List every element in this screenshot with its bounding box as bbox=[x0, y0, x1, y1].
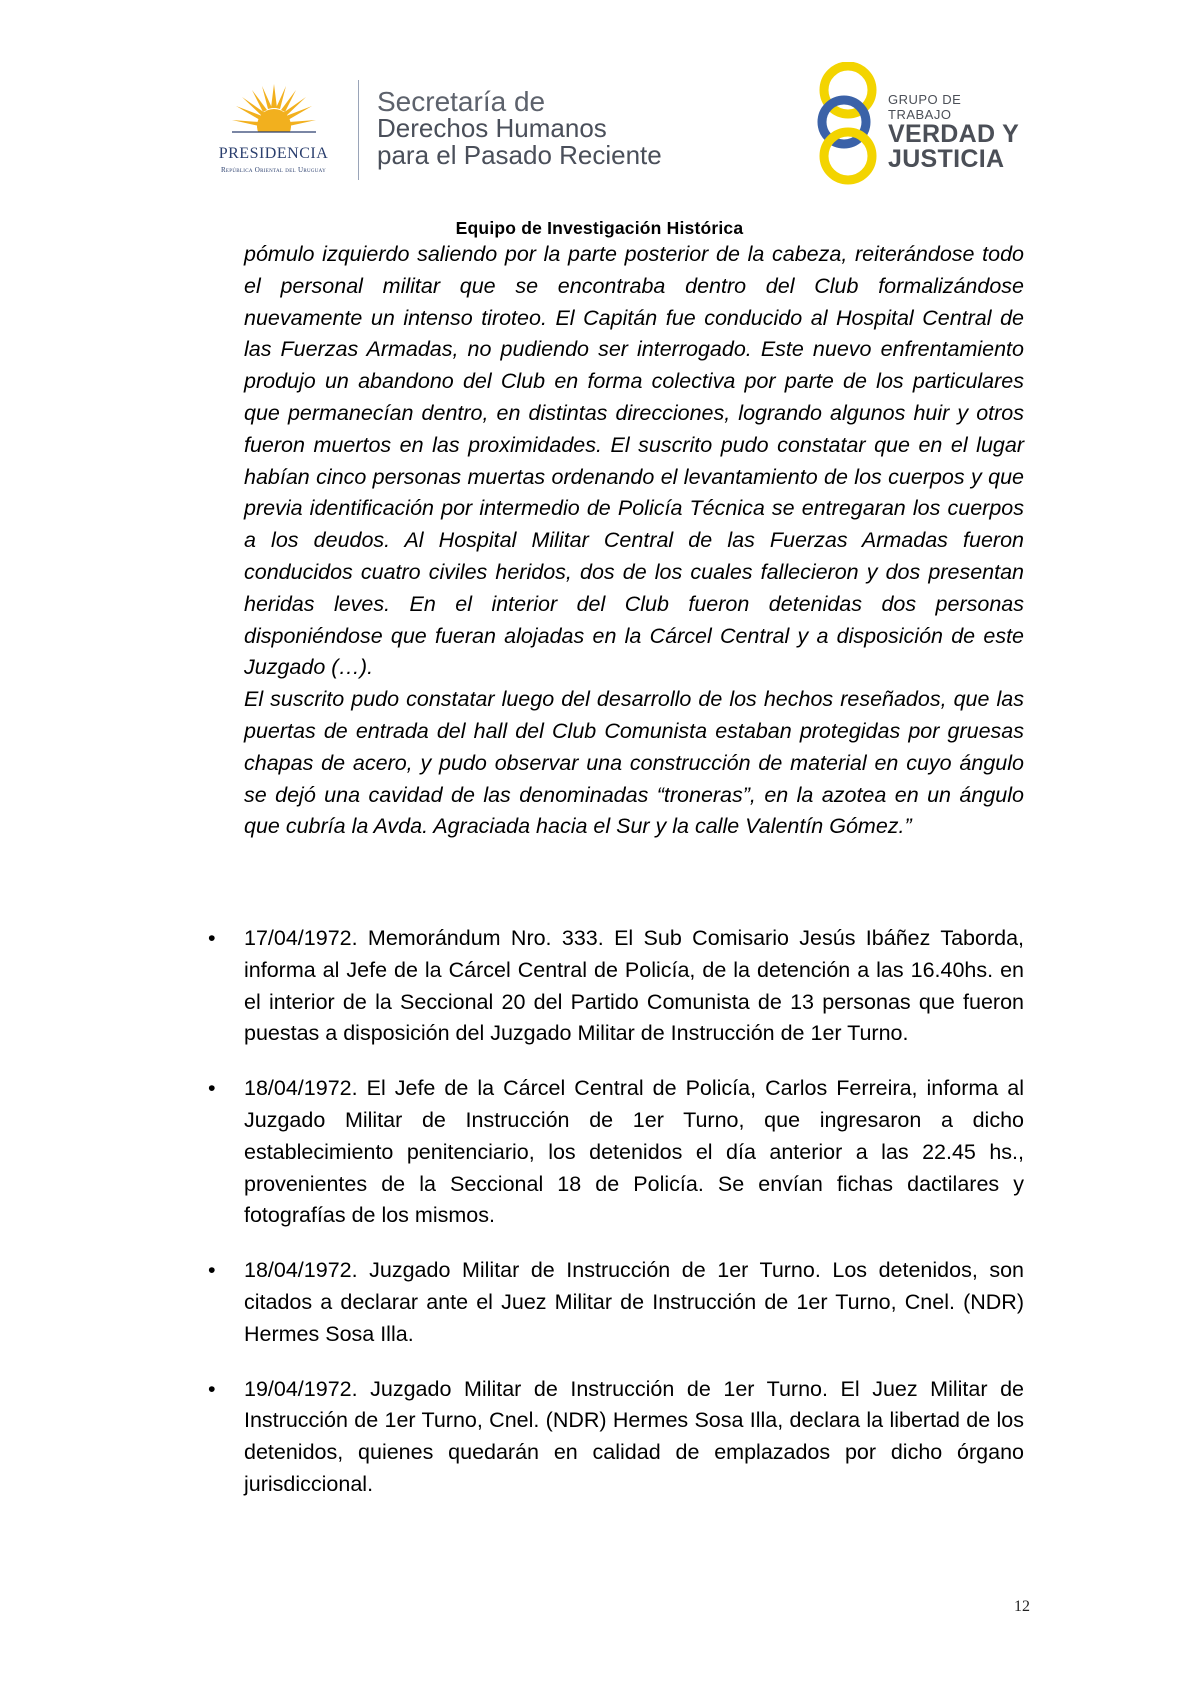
list-item bbox=[208, 1374, 1024, 1501]
verdad-justicia-logo bbox=[814, 62, 1024, 187]
chronology-list bbox=[208, 923, 1024, 1524]
quote-paragraph-2: El suscrito pudo constatar luego del desarrollo de los hechos reseñados, que las puertas de entrada del hall del Club Comunista estaban protegidas por gruesas chapas de acero, y pudo observar una construcción de material en cuyo ángulo se dejó una cavidad de las denominadas “troneras”, en la azotea en un ángulo que cubría la Avda. Agraciada hacia el Sur y la calle Valentín Gómez.” bbox=[244, 687, 1024, 839]
presidencia-logo bbox=[196, 82, 351, 177]
secretaria-line-2: Derechos Humanos bbox=[377, 113, 607, 143]
page-number: 12 bbox=[1014, 1598, 1030, 1615]
list-item-text: 17/04/1972. Memorándum Nro. 333. El Sub Comisario Jesús Ibáñez Taborda, informa al Jefe de la Cárcel Central de Policía, de la detención a las 16.40hs. en el interior de la Seccional 20 del Partido Comunista de 13 personas que fueron puestas a disposición del Juzgado Militar de Instrucción de 1er Turno. bbox=[244, 926, 1024, 1046]
linked-rings-icon bbox=[814, 62, 884, 187]
secretaria-title bbox=[377, 88, 662, 169]
sun-icon bbox=[232, 82, 316, 144]
list-item bbox=[208, 1073, 1024, 1232]
presidencia-subtitle: República Oriental del Uruguay bbox=[220, 166, 327, 174]
list-item-text: 19/04/1972. Juzgado Militar de Instrucción de 1er Turno. El Juez Militar de Instrucción de 1er Turno, Cnel. (NDR) Hermes Sosa Illa, declara la libertad de los detenidos, quienes quedarán en calidad de emplazados por dicho órgano jurisdiccional. bbox=[244, 1376, 1024, 1496]
bullet-marker: • bbox=[208, 1076, 216, 1101]
header-divider bbox=[358, 80, 359, 180]
secretaria-line-1: Secretaría de bbox=[377, 86, 546, 117]
grupo-line-1: GRUPO DE TRABAJO bbox=[888, 92, 962, 122]
list-item bbox=[208, 923, 1024, 1050]
quoted-report bbox=[244, 239, 1024, 843]
bullet-marker: • bbox=[208, 1258, 216, 1283]
team-heading bbox=[0, 218, 1191, 239]
team-heading-text: Equipo de Investigación Histórica bbox=[455, 218, 744, 238]
list-item-text: 18/04/1972. Juzgado Militar de Instrucción de 1er Turno. Los detenidos, son citados a declarar ante el Juez Militar de Instrucción de 1er Turno, Cnel. (NDR) Hermes Sosa Illa. bbox=[244, 1258, 1024, 1346]
secretaria-line-3: para el Pasado Reciente bbox=[377, 140, 662, 170]
quote-paragraph-1: pómulo izquierdo saliendo por la parte posterior de la cabeza, reiterándose todo el personal militar que se encontraba dentro del Club formalizándose nuevamente un intenso tiroteo. El Capitán fue conducido al Hospital Central de las Fuerzas Armadas, no pudiendo ser interrogado. Este nuevo enfrentamiento produjo un abandono del Club en forma colectiva por parte de los particulares que permanecían dentro, en distintas direcciones, logrando algunos huir y otros fueron muertos en las proximidades. El suscrito pudo constatar que en el lugar habían cinco personas muertas ordenando el levantamiento de los cuerpos y que previa identificación por intermedio de Policía Técnica se entregaran los cuerpos a los deudos. Al Hospital Militar Central de las Fuerzas Armadas fueron conducidos cuatro civiles heridos, dos de los cuales fallecieron y dos presentan heridas leves. En el interior del Club fueron detenidas dos personas disponiéndose que fueran alojadas en la Cárcel Central y a disposición de este Juzgado (…). bbox=[244, 242, 1024, 680]
presidencia-name: PRESIDENCIA bbox=[218, 145, 329, 162]
list-item bbox=[208, 1255, 1024, 1350]
bullet-marker: • bbox=[208, 1376, 216, 1401]
bullet-marker: • bbox=[208, 926, 216, 950]
grupo-text bbox=[888, 92, 1024, 172]
page-header bbox=[0, 0, 1191, 238]
list-item-text: 18/04/1972. El Jefe de la Cárcel Central de Policía, Carlos Ferreira, informa al Juzgado Militar de Instrucción de 1er Turno, que ingresaron a dicho establecimiento penitenciario, los detenidos el día anterior a las 22.45 hs., provenientes de la Seccional 18 de Policía. Se envían fichas dactilares y fotografías de los mismos. bbox=[244, 1076, 1024, 1228]
grupo-line-2: VERDAD Y bbox=[888, 120, 1020, 148]
grupo-line-3: JUSTICIA bbox=[888, 145, 1005, 173]
